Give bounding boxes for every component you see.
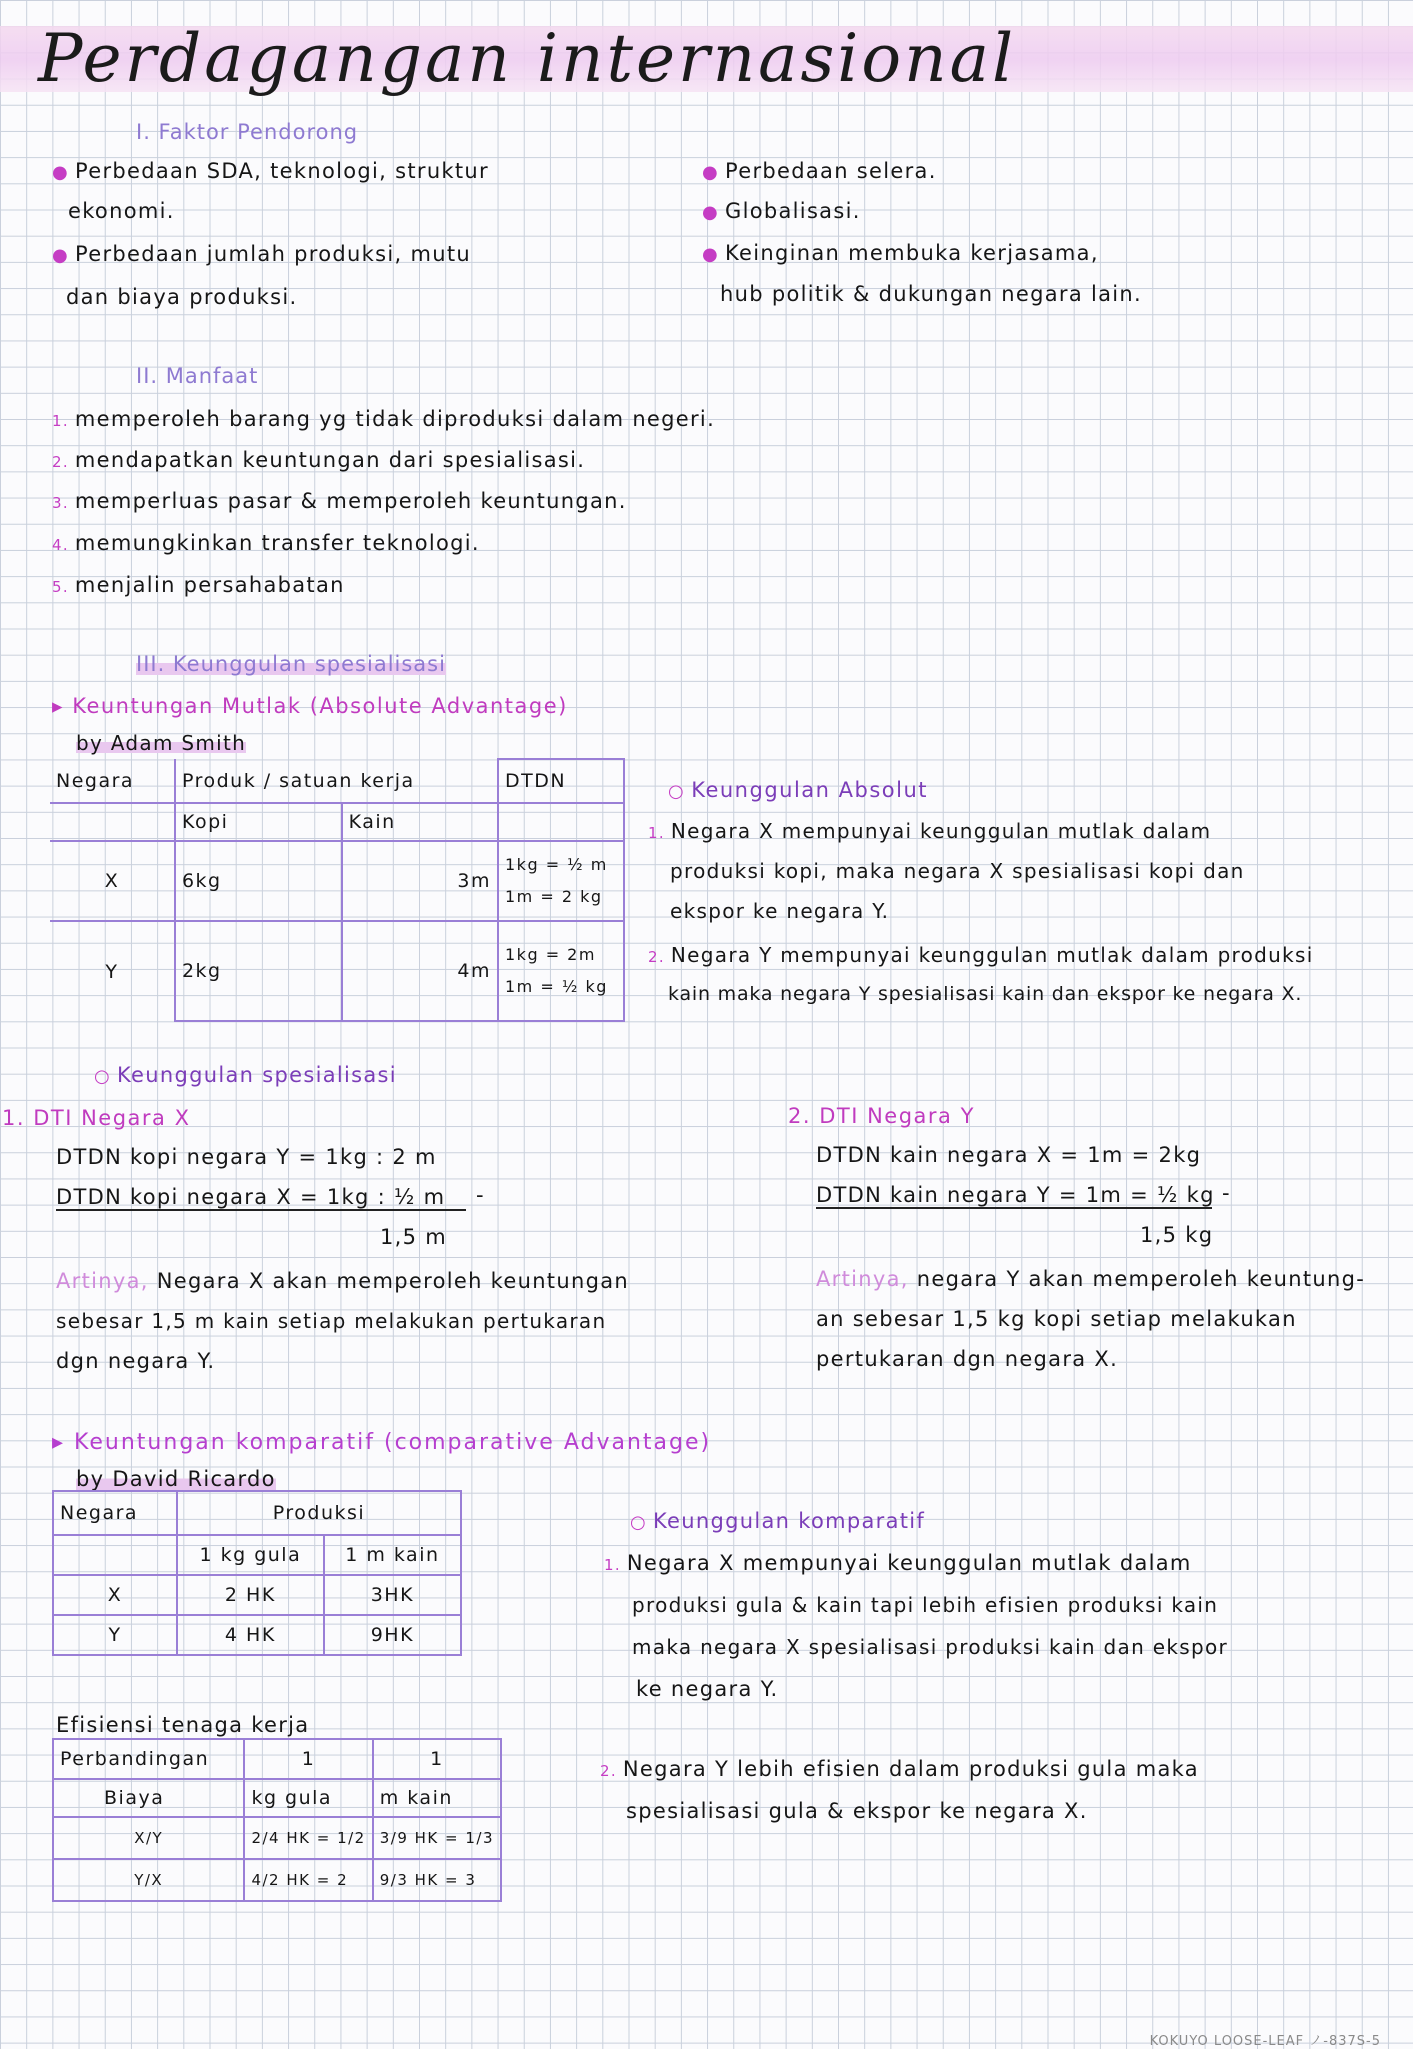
- dti-y-line-2: DTDN kain negara Y = 1m = ½ kg: [816, 1184, 1212, 1209]
- faktor-item-4: ● Globalisasi.: [702, 199, 861, 223]
- faktor-item-5-cont: hub politik & dukungan negara lain.: [720, 282, 1143, 306]
- dti-x-artinya-c: dgn negara Y.: [56, 1349, 216, 1373]
- faktor-item-3: ● Perbedaan selera.: [702, 159, 937, 183]
- dti-y-line-1: DTDN kain negara X = 1m = 2kg: [816, 1143, 1202, 1167]
- ka-item-1: 1. Negara X mempunyai keunggulan mutlak dalam: [648, 819, 1212, 843]
- comparative-advantage-title: ▸ Keuntungan komparatif (comparative Advantage): [52, 1430, 712, 1455]
- manfaat-item-2: 2. mendapatkan keuntungan dari spesialisasi.: [52, 448, 586, 472]
- dti-y-result: 1,5 kg: [1140, 1223, 1214, 1247]
- ka-item-2: 2. Negara Y mempunyai keunggulan mutlak dalam produksi: [648, 943, 1314, 967]
- th-negara: Negara: [50, 759, 175, 803]
- ka-item-1-b: produksi kopi, maka negara X spesialisasi kopi dan: [670, 859, 1245, 883]
- faktor-item-1: ● Perbedaan SDA, teknologi, struktur: [52, 159, 489, 183]
- th2-negara: Negara: [53, 1491, 177, 1535]
- adam-smith-label: by Adam Smith: [76, 731, 247, 755]
- th3-one-b: 1: [373, 1739, 501, 1779]
- manfaat-item-5: 5. menjalin persahabatan: [52, 573, 345, 597]
- dti-x-title: 1. DTI Negara X: [2, 1106, 191, 1130]
- efisiensi-title: Efisiensi tenaga kerja: [56, 1713, 310, 1737]
- dti-x-line-1: DTDN kopi negara Y = 1kg : 2 m: [56, 1145, 437, 1169]
- faktor-item-2: ● Perbedaan jumlah produksi, mutu: [52, 242, 471, 266]
- xy-kain: 3/9 HK = 1/3: [373, 1817, 501, 1859]
- kk-item-1-d: ke negara Y.: [636, 1677, 779, 1701]
- x-kain: 3m: [342, 841, 498, 921]
- th-kain: Kain: [342, 803, 498, 841]
- minus-sign: -: [476, 1183, 485, 1207]
- th2-gula: 1 kg gula: [177, 1535, 324, 1575]
- dti-y-artinya-c: pertukaran dgn negara X.: [816, 1347, 1119, 1371]
- th2-produksi: Produksi: [177, 1491, 461, 1535]
- x-kain-hk: 3HK: [324, 1575, 461, 1615]
- th2-kain: 1 m kain: [324, 1535, 461, 1575]
- y-dtdn: 1kg = 2m 1m = ½ kg: [498, 921, 624, 1021]
- efficiency-table: [52, 1738, 502, 1902]
- faktor-item-5: ● Keinginan membuka kerjasama,: [702, 241, 1099, 265]
- faktor-item-1-cont: ekonomi.: [68, 199, 175, 223]
- minus-sign-y: -: [1222, 1181, 1231, 1205]
- comparative-table: [52, 1490, 462, 1656]
- x-dtdn: 1kg = ½ m 1m = 2 kg: [498, 841, 624, 921]
- th-produk: Produk / satuan kerja: [175, 759, 498, 803]
- paper-brand-footer: KOKUYO LOOSE-LEAF ノ-837S-5: [1149, 2034, 1381, 2049]
- dti-x-line-2: DTDN kopi negara X = 1kg : ½ m: [56, 1186, 466, 1211]
- row3-yx: Y/X: [53, 1859, 244, 1901]
- th-dtdn: DTDN: [498, 759, 624, 803]
- manfaat-item-3: 3. memperluas pasar & memperoleh keuntungan.: [52, 489, 627, 513]
- dti-x-result: 1,5 m: [380, 1225, 448, 1249]
- row2-y: Y: [53, 1615, 177, 1655]
- y-kain-hk: 9HK: [324, 1615, 461, 1655]
- manfaat-item-4: 4. memungkinkan transfer teknologi.: [52, 531, 480, 555]
- dti-x-artinya: Artinya, Negara X akan memperoleh keuntungan: [56, 1269, 629, 1293]
- th3-biaya: Biaya: [53, 1779, 244, 1817]
- david-ricardo-label: by David Ricardo: [76, 1467, 276, 1491]
- manfaat-item-1: 1. memperoleh barang yg tidak diproduksi dalam negeri.: [52, 407, 716, 431]
- kk-item-2: 2. Negara Y lebih efisien dalam produksi gula maka: [600, 1757, 1199, 1781]
- th3-one-a: 1: [244, 1739, 372, 1779]
- dti-x-artinya-b: sebesar 1,5 m kain setiap melakukan pertukaran: [56, 1309, 607, 1333]
- dti-y-artinya-b: an sebesar 1,5 kg kopi setiap melakukan: [816, 1307, 1297, 1331]
- section-1-heading: I. Faktor Pendorong: [136, 120, 359, 144]
- section-2-heading: II. Manfaat: [136, 364, 259, 388]
- y-kain: 4m: [342, 921, 498, 1021]
- row-x-label: X: [50, 841, 175, 921]
- th3-perbandingan: Perbandingan: [53, 1739, 244, 1779]
- keunggulan-komparatif-title: ○ Keunggulan komparatif: [630, 1509, 926, 1533]
- kk-item-1-c: maka negara X spesialisasi produksi kain dan ekspor: [632, 1635, 1229, 1659]
- th3-m: m kain: [373, 1779, 501, 1817]
- yx-gula: 4/2 HK = 2: [244, 1859, 372, 1901]
- absolute-advantage-title: ▸ Keuntungan Mutlak (Absolute Advantage): [52, 694, 568, 718]
- y-kopi: 2kg: [175, 921, 342, 1021]
- page-title: Perdagangan internasional: [38, 20, 1017, 97]
- x-kopi: 6kg: [175, 841, 342, 921]
- dti-y-title: 2. DTI Negara Y: [788, 1104, 975, 1128]
- kk-item-2-b: spesialisasi gula & ekspor ke negara X.: [626, 1799, 1088, 1823]
- row3-xy: X/Y: [53, 1817, 244, 1859]
- row2-x: X: [53, 1575, 177, 1615]
- dti-y-artinya: Artinya, negara Y akan memperoleh keuntung-: [816, 1267, 1366, 1291]
- absolute-advantage-table: [50, 758, 625, 1022]
- ka-item-2-b: kain maka negara Y spesialisasi kain dan ekspor ke negara X.: [668, 983, 1303, 1005]
- xy-gula: 2/4 HK = 1/2: [244, 1817, 372, 1859]
- y-gula: 4 HK: [177, 1615, 324, 1655]
- th-kopi: Kopi: [175, 803, 342, 841]
- th3-kg: kg gula: [244, 1779, 372, 1817]
- keunggulan-spesialisasi-title: ○ Keunggulan spesialisasi: [94, 1063, 397, 1087]
- faktor-item-2-cont: dan biaya produksi.: [66, 285, 298, 309]
- kk-item-1-b: produksi gula & kain tapi lebih efisien produksi kain: [632, 1593, 1219, 1617]
- row-y-label: Y: [50, 921, 175, 1021]
- kk-item-1: 1. Negara X mempunyai keunggulan mutlak dalam: [604, 1551, 1192, 1575]
- section-3-heading: III. Keunggulan spesialisasi: [136, 652, 446, 676]
- ka-item-1-c: ekspor ke negara Y.: [670, 899, 890, 923]
- yx-kain: 9/3 HK = 3: [373, 1859, 501, 1901]
- x-gula: 2 HK: [177, 1575, 324, 1615]
- keunggulan-absolut-title: ○ Keunggulan Absolut: [668, 778, 929, 802]
